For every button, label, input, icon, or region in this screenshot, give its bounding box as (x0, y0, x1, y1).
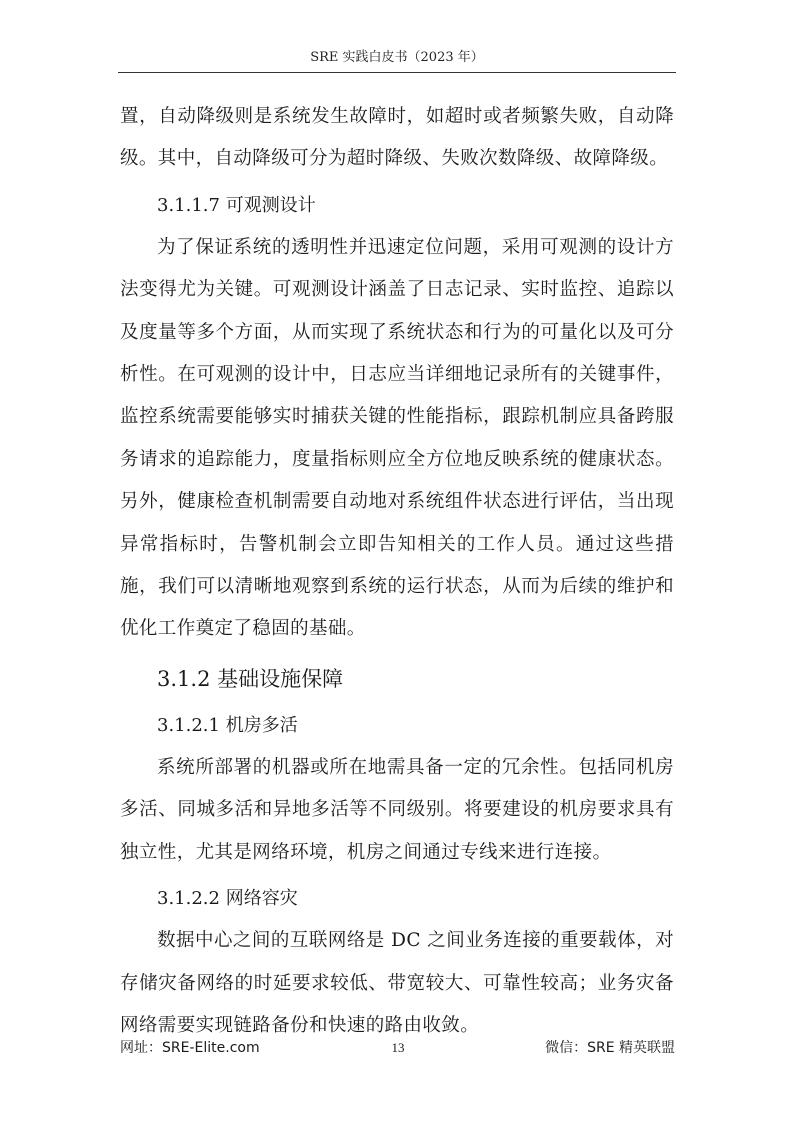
section-heading-3117: 3.1.1.7 可观测设计 (157, 194, 316, 216)
paragraph-degradation-continued: 置，自动降级则是系统发生故障时，如超时或者频繁失败，自动降级。其中，自动降级可分为超时降级、失败次数降级、故障降级。 (120, 106, 674, 170)
paragraph-observability: 为了保证系统的透明性并迅速定位问题，采用可观测的设计方法变得尤为关键。可观测设计涵盖了日志记录、实时监控、追踪以及度量等多个方面，从而实现了系统状态和行为的可量化以及可分析性。在可观测的设计中，日志应当详细地记录所有的关键事件，监控系统需要能够实时捕获关键的性能指标，跟踪机制应具备跨服务请求的追踪能力，度量指标则应全方位地反映系统的健康状态。另外，健康检查机制需要自动地对系统组件状态进行评估，当出现异常指标时，告警机制会立即告知相关的工作人员。通过这些措施，我们可以清晰地观察到系统的运行状态，从而为后续的维护和优化工作奠定了稳固的基础。 (120, 236, 674, 640)
section-heading-312: 3.1.2 基础设施保障 (157, 666, 344, 691)
section-heading-3121: 3.1.2.1 机房多活 (157, 714, 298, 736)
page-footer (120, 1037, 675, 1059)
page-number: 13 (391, 1040, 405, 1055)
header-divider (118, 72, 676, 73)
paragraph-network-dr: 数据中心之间的互联网络是 DC 之间业务连接的重要载体，对存储灾备网络的时延要求较低、带宽较大、可靠性较高；业务灾备网络需要实现链路备份和快速的路由收敛。 (120, 930, 674, 1036)
running-header: SRE 实践白皮书（2023 年） (310, 50, 484, 65)
footer-wechat: 微信：SRE 精英联盟 (545, 1040, 675, 1056)
page-body (120, 96, 674, 1047)
footer-website: 网址：SRE-Elite.com (120, 1040, 260, 1056)
paragraph-multi-active: 系统所部署的机器或所在地需具备一定的冗余性。包括同机房多活、同城多活和异地多活等不同级别。将要建设的机房要求具有独立性，尤其是网络环境，机房之间通过专线来进行连接。 (120, 756, 674, 863)
section-heading-3122: 3.1.2.2 网络容灾 (157, 888, 298, 910)
